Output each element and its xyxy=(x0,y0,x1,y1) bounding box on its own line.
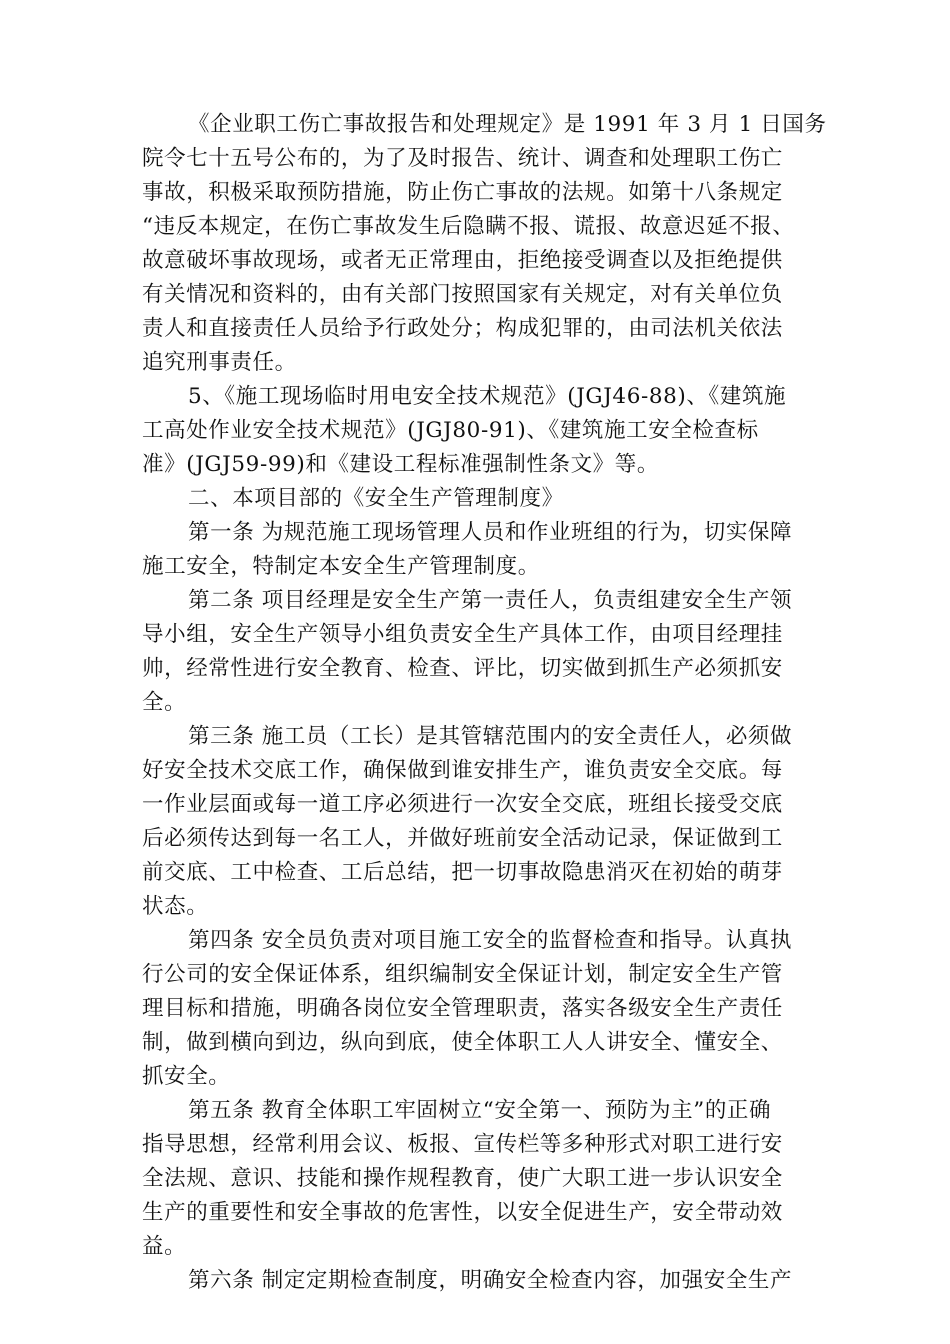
text-line: 理目标和措施，明确各岗位安全管理职责，落实各级安全生产责任 xyxy=(142,996,783,1021)
text-line: 好安全技术交底工作，确保做到谁安排生产，谁负责安全交底。每 xyxy=(142,758,783,783)
text-line: 前交底、工中检查、工后总结，把一切事故隐患消灭在初始的萌芽 xyxy=(142,860,783,885)
text-line: 第六条 制定定期检查制度，明确安全检查内容，加强安全生产 xyxy=(188,1268,793,1293)
text-line: 院令七十五号公布的，为了及时报告、统计、调查和处理职工伤亡 xyxy=(142,146,783,171)
text-line: 施工安全，特制定本安全生产管理制度。 xyxy=(142,554,540,579)
text-line: 抓安全。 xyxy=(142,1064,231,1089)
text-line: 《企业职工伤亡事故报告和处理规定》是 1991 年 3 月 1 日国务 xyxy=(188,112,827,137)
text-line: “违反本规定，在伤亡事故发生后隐瞒不报、谎报、故意迟延不报、 xyxy=(142,214,795,239)
text-line: 第二条 项目经理是安全生产第一责任人，负责组建安全生产领 xyxy=(188,588,793,613)
text-line: 全。 xyxy=(142,690,187,715)
text-line: 益。 xyxy=(142,1234,187,1259)
text-line: 生产的重要性和安全事故的危害性，以安全促进生产，安全带动效 xyxy=(142,1200,783,1225)
text-line: 追究刑事责任。 xyxy=(142,350,297,375)
text-line: 事故，积极采取预防措施，防止伤亡事故的法规。如第十八条规定 xyxy=(142,180,783,205)
text-line: 准》(JGJ59-99)和《建设工程标准强制性条文》等。 xyxy=(142,452,659,477)
text-line: 责人和直接责任人员给予行政处分；构成犯罪的，由司法机关依法 xyxy=(142,316,783,341)
text-line: 第一条 为规范施工现场管理人员和作业班组的行为，切实保障 xyxy=(188,520,793,545)
text-line: 指导思想，经常利用会议、板报、宣传栏等多种形式对职工进行安 xyxy=(142,1132,783,1157)
text-line: 工高处作业安全技术规范》(JGJ80-91)、《建筑施工安全检查标 xyxy=(142,418,759,443)
text-line: 一作业层面或每一道工序必须进行一次安全交底，班组长接受交底 xyxy=(142,792,783,817)
text-line: 行公司的安全保证体系，组织编制安全保证计划，制定安全生产管 xyxy=(142,962,783,987)
text-line: 有关情况和资料的，由有关部门按照国家有关规定，对有关单位负 xyxy=(142,282,783,307)
text-line: 故意破坏事故现场，或者无正常理由，拒绝接受调查以及拒绝提供 xyxy=(142,248,783,273)
text-line: 导小组，安全生产领导小组负责安全生产具体工作，由项目经理挂 xyxy=(142,622,783,647)
text-line: 帅，经常性进行安全教育、检查、评比，切实做到抓生产必须抓安 xyxy=(142,656,783,681)
section-heading: 二、本项目部的《安全生产管理制度》 xyxy=(188,486,564,511)
text-line: 第四条 安全员负责对项目施工安全的监督检查和指导。认真执 xyxy=(188,928,793,953)
text-line: 全法规、意识、技能和操作规程教育，使广大职工进一步认识安全 xyxy=(142,1166,783,1191)
text-line: 第五条 教育全体职工牢固树立“安全第一、预防为主”的正确 xyxy=(188,1098,772,1123)
text-line: 状态。 xyxy=(142,894,209,919)
text-line: 后必须传达到每一名工人，并做好班前安全活动记录，保证做到工 xyxy=(142,826,783,851)
text-line: 5、《施工现场临时用电安全技术规范》(JGJ46-88)、《建筑施 xyxy=(188,384,787,409)
text-line: 制，做到横向到边，纵向到底，使全体职工人人讲安全、懂安全、 xyxy=(142,1030,783,1055)
text-line: 第三条 施工员（工长）是其管辖范围内的安全责任人，必须做 xyxy=(188,724,793,749)
